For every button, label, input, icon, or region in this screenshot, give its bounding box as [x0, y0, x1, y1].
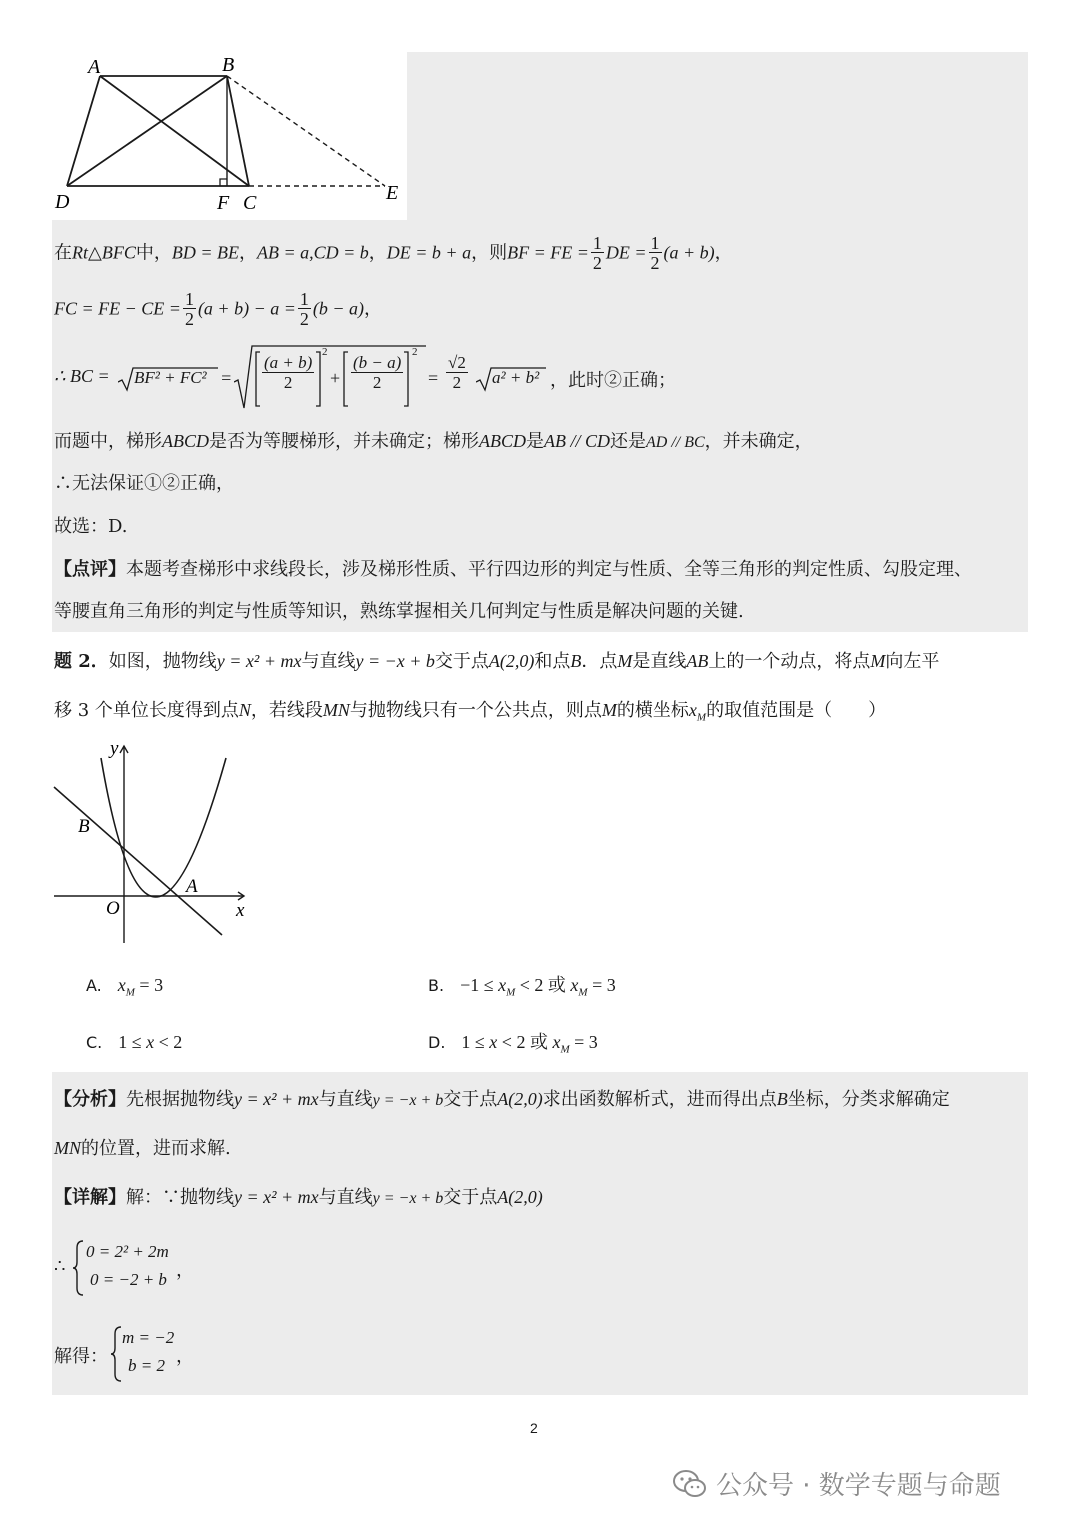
fraction	[591, 234, 604, 273]
math: Rt△BFC	[72, 242, 136, 263]
option-math: $x_M$	[547, 1032, 570, 1056]
math: AD // BC	[646, 434, 705, 451]
text: 交于点	[443, 1187, 498, 1208]
problem-tag: 题 2．	[54, 651, 109, 672]
option-math: x	[146, 1032, 155, 1052]
option-math: < 2	[515, 975, 548, 995]
solution-line-4	[54, 428, 813, 456]
equals-sign: =	[428, 368, 439, 388]
math: y = x² + mx	[216, 651, 302, 671]
math: ∴ BC =	[54, 366, 110, 386]
text: ，若线段	[250, 700, 323, 721]
comment-line-1	[54, 557, 972, 583]
plus-sign: +	[330, 368, 341, 388]
option-b[interactable]	[428, 972, 616, 999]
equation-line: 0 = 2² + 2m	[86, 1242, 169, 1261]
analysis-line-2	[54, 1135, 231, 1162]
comment-tag: 【点评】	[54, 559, 126, 580]
math: ABCD	[162, 431, 209, 451]
math: y = −x + b	[372, 1190, 444, 1207]
math: a² + b²	[492, 368, 540, 387]
math: y = −x + b	[355, 651, 435, 671]
graph-label-y: y	[110, 738, 119, 759]
subscript: M	[696, 711, 707, 724]
solution-line-5: ∴无法保证①②正确，	[54, 473, 234, 494]
solution-line-2	[54, 290, 382, 329]
detail-line-1	[54, 1184, 543, 1212]
problem-line-1	[54, 648, 939, 675]
text: 移 3 个单位长度得到点	[54, 700, 239, 721]
denominator: 2	[372, 373, 382, 392]
equation-system-1	[54, 1238, 254, 1298]
option-label: A.	[86, 976, 102, 995]
text: 是否为等腰梯形，并未确定；梯形	[209, 431, 479, 452]
math: y = x² + mx	[234, 1089, 319, 1109]
math: AB = a,CD = b	[256, 242, 369, 263]
label-A: A	[88, 56, 101, 78]
option-math: < 2	[154, 1032, 183, 1052]
math: M	[601, 700, 617, 720]
text: 中，	[135, 242, 172, 264]
math: N	[238, 700, 251, 720]
option-math: $x_M$	[498, 975, 516, 999]
text: ，	[176, 1346, 194, 1367]
wechat-icon	[672, 1469, 708, 1499]
page-number: 2	[530, 1420, 538, 1436]
option-label: C.	[86, 1033, 103, 1052]
denominator: 2	[184, 309, 194, 329]
math: BD = BE	[171, 242, 239, 263]
math: A(2,0)	[497, 1187, 543, 1207]
math: (a + b)	[663, 242, 715, 263]
text: ，	[238, 242, 257, 264]
text: 与直线	[301, 651, 356, 672]
text: ，并未确定，	[704, 431, 813, 452]
text: 坐标，分类求解确定	[787, 1089, 950, 1110]
option-math: 1 ≤	[118, 1032, 147, 1052]
graph-label-A: A	[186, 876, 198, 897]
detail-tag: 【详解】	[54, 1187, 126, 1208]
math: B	[570, 651, 582, 671]
option-d[interactable]	[428, 1029, 598, 1056]
option-a[interactable]	[86, 972, 163, 999]
math: (a + b) − a =	[197, 298, 296, 319]
therefore-symbol: ∴	[54, 1256, 66, 1277]
fraction	[649, 234, 662, 273]
text: 解得：	[54, 1346, 108, 1367]
option-math: $x_M$	[117, 975, 135, 999]
option-text: 或	[529, 1032, 548, 1053]
graph-label-x: x	[236, 900, 245, 921]
text: 求出函数解析式，进而得出点	[542, 1089, 777, 1110]
analysis-tag: 【分析】	[54, 1089, 126, 1110]
label-F: F	[217, 192, 230, 214]
math: y = x² + mx	[234, 1187, 319, 1207]
math: FC = FE − CE =	[54, 298, 181, 319]
brace-icon	[110, 1326, 122, 1382]
denominator: 2	[452, 373, 462, 392]
graph-label-B: B	[78, 816, 90, 837]
math: DE =	[605, 242, 647, 263]
text: 上的一个动点，将点	[708, 651, 871, 672]
watermark-text: 公众号 · 数学专题与命题	[716, 1471, 1001, 1501]
numerator: 1	[299, 289, 309, 309]
denominator: 2	[299, 309, 309, 329]
text: 与直线	[318, 1089, 373, 1110]
fraction	[183, 290, 196, 329]
analysis-line-1	[54, 1086, 950, 1114]
text: 与抛物线只有一个公共点，则点	[349, 700, 602, 721]
fraction	[298, 290, 311, 329]
watermark	[672, 1465, 1001, 1502]
solution-line-3	[54, 344, 754, 410]
option-math: = 3	[134, 975, 164, 995]
math: ABCD	[479, 431, 526, 451]
label-E: E	[386, 182, 399, 204]
math: DE = b + a	[386, 242, 472, 263]
exponent: 2	[412, 346, 418, 358]
text: 交于点	[443, 1089, 498, 1110]
option-text: 或	[547, 975, 566, 996]
graph-label-O: O	[106, 898, 120, 919]
numerator: 1	[650, 233, 660, 253]
trapezoid-figure	[52, 52, 407, 220]
option-math: −1 ≤	[460, 975, 499, 995]
problem-line-2	[54, 697, 886, 724]
denominator: 2	[592, 253, 602, 273]
numerator: 1	[184, 289, 194, 309]
denominator: 2	[650, 253, 660, 273]
text: ，	[714, 242, 733, 264]
text: ，	[364, 298, 383, 320]
text: 与直线	[318, 1187, 373, 1208]
math: MN	[54, 1138, 81, 1158]
text: ，	[176, 1260, 194, 1281]
equation-line: m = −2	[122, 1328, 175, 1347]
math: (b − a)	[312, 298, 365, 319]
exponent: 2	[322, 346, 328, 358]
text: ，	[368, 242, 387, 264]
text: 解：∵抛物线	[126, 1187, 234, 1208]
numerator: (b − a)	[353, 353, 402, 372]
math: B	[776, 1089, 788, 1109]
numerator: (a + b)	[264, 353, 313, 372]
solution-line-1	[54, 234, 733, 273]
option-math: = 3	[587, 975, 616, 995]
math: M	[870, 651, 886, 671]
text: 交于点	[434, 651, 489, 672]
text: ，此时②正确；	[550, 370, 676, 391]
math: x	[688, 700, 697, 720]
equation-line: b = 2	[128, 1356, 165, 1375]
text: 还是	[610, 431, 646, 452]
label-B: B	[222, 54, 235, 76]
text: 和点	[534, 651, 571, 672]
option-label: D.	[428, 1033, 446, 1052]
math: y = −x + b	[372, 1092, 444, 1109]
equation-system-2	[54, 1324, 254, 1384]
math: A(2,0)	[497, 1089, 543, 1109]
text: 是直线	[632, 651, 687, 672]
option-math: < 2	[497, 1032, 530, 1052]
option-math: = 3	[569, 1032, 598, 1052]
text: 而题中，梯形	[54, 431, 162, 452]
text: ，则	[471, 242, 508, 264]
text: 先根据抛物线	[126, 1089, 234, 1110]
text: 本题考查梯形中求线段长，涉及梯形性质、平行四边形的判定与性质、全等三角形的判定性质、勾股定理、	[126, 559, 972, 580]
text: 的位置，进而求解.	[81, 1138, 231, 1159]
option-label: B.	[428, 976, 445, 995]
option-math: 1 ≤	[461, 1032, 490, 1052]
comment-line-2: 等腰直角三角形的判定与性质等知识，熟练掌握相关几何判定与性质是解决问题的关键.	[54, 601, 744, 622]
math: BF = FE =	[507, 242, 589, 263]
text: 如图，抛物线	[108, 651, 217, 672]
fraction-root2-over-2	[446, 354, 468, 393]
text: ．点	[581, 651, 618, 672]
option-c[interactable]	[86, 1029, 182, 1056]
label-D: D	[55, 191, 70, 213]
math: MN	[322, 700, 350, 720]
numerator: 1	[592, 233, 602, 253]
math: M	[617, 651, 633, 671]
numerator: √2	[448, 353, 466, 372]
fraction-b-minus-a	[351, 354, 403, 393]
text: 在	[54, 242, 72, 264]
math: AB // CD	[544, 431, 610, 451]
fraction-a-plus-b	[262, 354, 314, 393]
math: BF² + FC²	[134, 368, 207, 387]
label-C: C	[243, 192, 257, 214]
math: =	[220, 368, 233, 388]
text: 是	[526, 431, 544, 452]
brace-icon	[72, 1240, 84, 1296]
solution-line-6: 故选：D.	[54, 516, 128, 537]
math: AB	[686, 651, 709, 671]
equation-line: 0 = −2 + b	[90, 1270, 167, 1289]
parabola-graph	[52, 738, 252, 948]
option-math: x	[489, 1032, 498, 1052]
text: 的取值范围是（ ）	[706, 700, 887, 721]
denominator: 2	[283, 373, 293, 392]
math: A(2,0)	[488, 651, 535, 671]
text: 向左平	[885, 651, 940, 672]
option-math: $x_M$	[565, 975, 588, 999]
text: 的横坐标	[616, 700, 689, 721]
